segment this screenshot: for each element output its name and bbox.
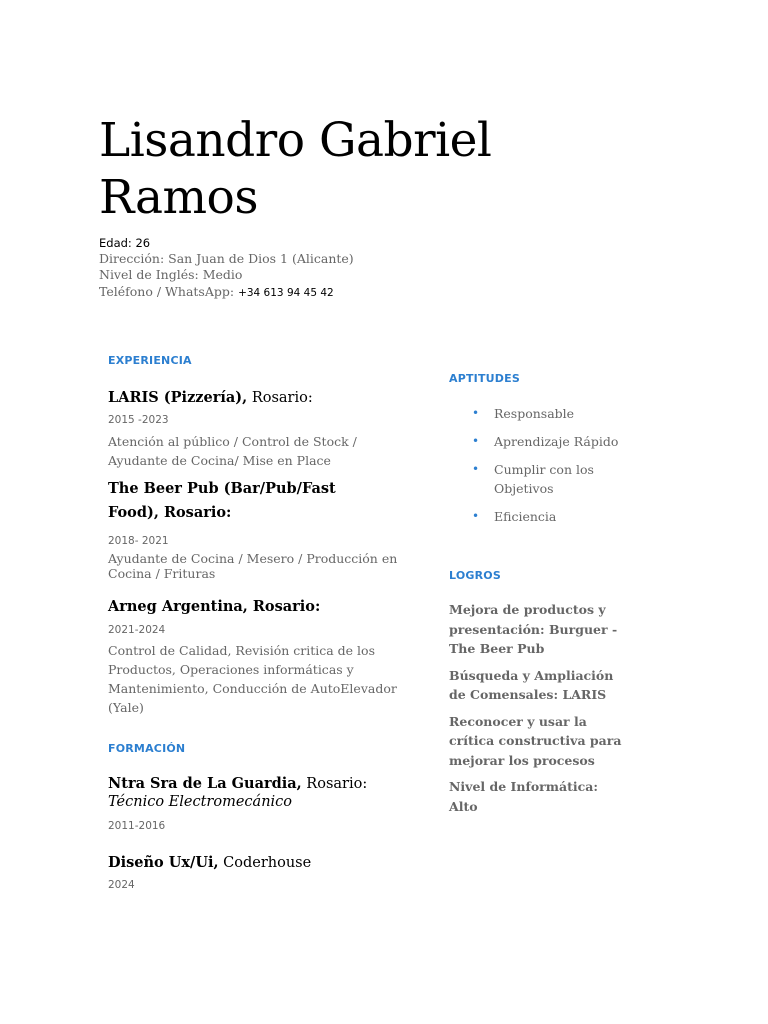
experience-heading: EXPERIENCIA — [108, 354, 192, 367]
education-place: Coderhouse — [218, 855, 312, 871]
job-description: Atención al público / Control de Stock / Ayudante de Cocina/ Mise en Place — [108, 434, 357, 468]
bullet-icon: • — [472, 406, 480, 420]
education-school: Diseño Ux/Ui, — [108, 854, 219, 871]
skill-item — [470, 432, 620, 451]
job-company: The Beer Pub (Bar/Pub/Fast Food), Rosario: — [108, 480, 336, 521]
name-line-1: Lisandro Gabriel — [99, 113, 492, 168]
job-dates: 2015 -2023 — [108, 414, 169, 426]
job-title — [108, 477, 368, 525]
achievement-item: Reconocer y usar la crítica constructiva para mejorar los procesos — [449, 713, 622, 768]
skill-label: Eficiencia — [494, 509, 557, 524]
education-title — [108, 851, 408, 875]
education-school: Ntra Sra de La Guardia, — [108, 775, 302, 792]
job-place: Rosario: — [247, 390, 313, 406]
achievement-item: Nivel de Informática: Alto — [449, 779, 598, 814]
address: Dirección: San Juan de Dios 1 (Alicante) — [99, 251, 354, 266]
achievements-heading: LOGROS — [449, 569, 501, 582]
bullet-icon: • — [472, 434, 480, 448]
skill-item — [470, 404, 620, 423]
education-place: Rosario: — [301, 776, 368, 792]
skill-label: Aprendizaje Rápido — [494, 434, 619, 449]
job-description: Control de Calidad, Revisión critica de los Productos, Operaciones informáticas y Mantenimiento, Conducción de AutoElevador (Yale) — [108, 643, 397, 715]
education-title — [108, 775, 408, 811]
job-company: Arneg Argentina, Rosario: — [108, 598, 321, 615]
job-title — [108, 595, 408, 619]
achievement-item: Mejora de productos y presentación: Burguer - The Beer Pub — [449, 602, 618, 656]
skill-label: Responsable — [494, 406, 575, 421]
bullet-icon: • — [472, 509, 480, 523]
education-heading: FORMACIÓN — [108, 742, 186, 755]
skill-label: Cumplir con los Objetivos — [494, 462, 594, 496]
bullet-icon: • — [472, 462, 480, 476]
job-description: Ayudante de Cocina / Mesero / Producción en Cocina / Frituras — [108, 551, 398, 581]
phone — [99, 284, 354, 300]
skills-list — [470, 404, 620, 535]
job-company: LARIS (Pizzería), — [108, 389, 248, 406]
english-level: Nivel de Inglés: Medio — [99, 267, 243, 282]
job-title — [108, 386, 408, 410]
person-name — [99, 112, 619, 226]
age: Edad: 26 — [99, 236, 151, 250]
achievement-item: Búsqueda y Ampliación de Comensales: LARIS — [449, 667, 614, 702]
skill-item — [470, 507, 620, 526]
name-line-2: Ramos — [99, 170, 258, 225]
education-dates: 2011-2016 — [108, 820, 166, 832]
skills-heading: APTITUDES — [449, 372, 520, 385]
phone-number: +34 613 94 45 42 — [238, 287, 334, 299]
contact-info — [99, 235, 354, 300]
job-dates: 2021-2024 — [108, 624, 166, 636]
education-degree: Técnico Electromecánico — [108, 794, 293, 810]
phone-label: Teléfono / WhatsApp: — [99, 284, 239, 299]
achievements-list — [449, 600, 624, 823]
job-dates: 2018- 2021 — [108, 535, 169, 547]
education-dates: 2024 — [108, 879, 135, 891]
skill-item — [470, 460, 620, 498]
